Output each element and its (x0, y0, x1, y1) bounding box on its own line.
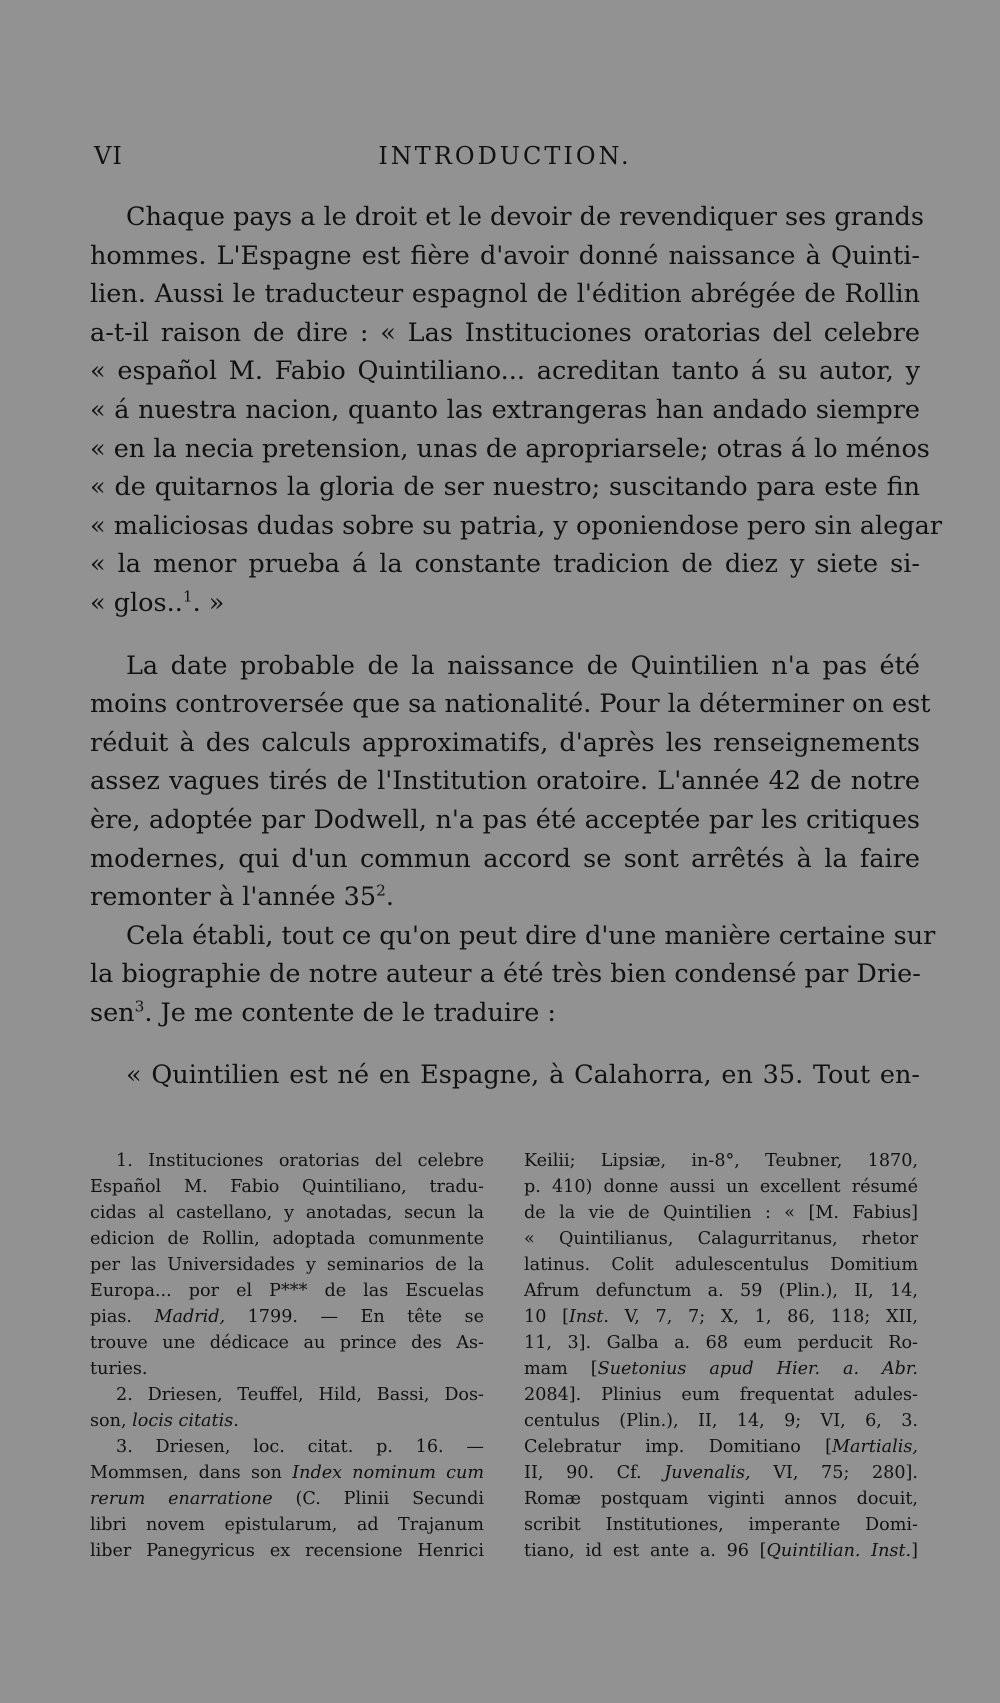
text-line: réduit à des calculs approximatifs, d'après les renseignements (90, 727, 920, 758)
text-fragment: « glos.. (90, 587, 183, 618)
footnote-line (524, 1434, 918, 1460)
footnote-line: centulus (Plin.), II, 14, 9; VI, 6, 3. (524, 1411, 918, 1431)
text-fragment: tiano, id est ante a. 96 [ (524, 1541, 767, 1561)
text-fragment: V, 7, 7; X, 1, 86, 118; XII, (624, 1307, 919, 1327)
footnote-line: 3. Driesen, loc. citat. p. 16. — (116, 1437, 484, 1457)
text-line: « español M. Fabio Quintiliano... acreditan tanto á su autor, y (90, 356, 920, 387)
text-line (90, 878, 920, 917)
footnote-line: p. 410) donne aussi un excellent résumé (524, 1177, 918, 1197)
footnote-line: Español M. Fabio Quintiliano, tradu- (90, 1177, 484, 1197)
paragraph-1 (90, 198, 943, 623)
footnote-line: « Quintilianus, Calagurritanus, rhetor (524, 1229, 918, 1249)
footnote-line (90, 1304, 484, 1330)
text-fragment: Celebratur imp. Domitiano [ (524, 1437, 833, 1457)
text-fragment: VI, 75; 280]. (773, 1463, 918, 1483)
footnote-line (90, 1460, 484, 1486)
text-fragment: ] (911, 1541, 918, 1561)
page-number: VI (94, 142, 123, 170)
footnote-line (524, 1460, 918, 1486)
text-line: « Quintilien est né en Espagne, à Calahorra, en 35. Tout en- (126, 1060, 920, 1091)
italic-fragment: Martialis, (832, 1437, 918, 1457)
book-page (90, 0, 943, 1703)
footnote-ref-1[interactable]: 1 (182, 587, 193, 606)
footnote-line: edicion de Rollin, adoptada comunmente (90, 1229, 484, 1249)
footnote-line: 2. Driesen, Teuffel, Hild, Bassi, Dos- (116, 1385, 484, 1405)
main-text (90, 198, 943, 1095)
footnote-line (524, 1304, 918, 1330)
text-line: assez vagues tirés de l'Institution oratoire. L'année 42 de notre (90, 766, 920, 797)
footnote-line: Afrum defunctum a. 59 (Plin.), II, 14, (524, 1281, 918, 1301)
footnote-line (90, 1486, 484, 1512)
text-fragment: . » (192, 587, 225, 618)
footnote-line: 2084]. Plinius eum frequentat adules- (524, 1385, 918, 1405)
footnote-line (524, 1538, 918, 1564)
footnote-line: libri novem epistularum, ad Trajanum (90, 1515, 484, 1535)
text-fragment: Mommsen, dans son (90, 1463, 282, 1483)
footnote-line: turies. (90, 1359, 148, 1379)
italic-fragment: locis citatis. (132, 1411, 239, 1431)
text-line: « en la necia pretension, unas de apropriarsele; otras á lo ménos (90, 433, 930, 464)
footnote-line: trouve une dédicace au prince des As- (90, 1333, 484, 1353)
text-line: lien. Aussi le traducteur espagnol de l'édition abrégée de Rollin (90, 279, 920, 310)
text-line: hommes. L'Espagne est fière d'avoir donné naissance à Quinti- (90, 240, 920, 271)
paragraph-2 (90, 647, 931, 917)
footnote-line: 11, 3]. Galba a. 68 eum perducit Ro- (524, 1333, 918, 1353)
footnotes-left-column (90, 1148, 484, 1564)
text-line (90, 584, 920, 623)
footnote-line: liber Panegyricus ex recensione Henrici (90, 1541, 484, 1561)
footnotes-right-column (524, 1148, 918, 1564)
paragraph-4 (90, 1056, 920, 1095)
italic-fragment: rerum enarratione (90, 1489, 273, 1509)
text-line: Cela établi, tout ce qu'on peut dire d'une manière certaine sur (126, 920, 936, 951)
text-line: « á nuestra nacion, quanto las extrangeras han andado siempre (90, 394, 920, 425)
paragraph-gap (90, 623, 920, 647)
text-line: moins controversée que sa nationalité. Pour la déterminer on est (90, 689, 931, 720)
italic-fragment: Suetonius apud Hier. a. Abr. (597, 1359, 919, 1379)
running-title: INTRODUCTION. (378, 142, 632, 170)
footnote-line: 1. Instituciones oratorias del celebre (116, 1151, 484, 1171)
footnote-line: Romæ postquam viginti annos docuit, (524, 1489, 918, 1509)
footnote-ref-3[interactable]: 3 (134, 997, 145, 1016)
footnote-line: scribit Institutiones, imperante Domi- (524, 1515, 918, 1535)
footnote-line: per las Universidades y seminarios de la (90, 1255, 484, 1275)
italic-fragment: Juvenalis, (664, 1463, 751, 1483)
text-fragment: . Je me contente de le traduire : (144, 997, 557, 1028)
italic-fragment: Index nominum cum (292, 1463, 485, 1483)
footnote-line: cidas al castellano, y anotadas, secun la (90, 1203, 484, 1223)
paragraph-3 (90, 917, 936, 1033)
italic-fragment: Madrid, (154, 1307, 226, 1327)
footnote-line: de la vie de Quintilien : « [M. Fabius] (524, 1203, 918, 1223)
footnote-ref-2[interactable]: 2 (376, 881, 386, 900)
text-line: ère, adoptée par Dodwell, n'a pas été acceptée par les critiques (90, 804, 920, 835)
text-line: « de quitarnos la gloria de ser nuestro; suscitando para este fin (90, 472, 920, 503)
italic-fragment: Quintilian. Inst. (766, 1541, 912, 1561)
text-fragment: 10 [ (524, 1307, 569, 1327)
text-line: la biographie de notre auteur a été très bien condensé par Drie- (90, 959, 921, 990)
text-fragment: pias. (90, 1307, 132, 1327)
text-line: « la menor prueba á la constante tradicion de diez y siete si- (90, 549, 920, 580)
italic-fragment: Inst. (568, 1307, 609, 1327)
text-line: La date probable de la naissance de Quintilien n'a pas été (126, 650, 920, 681)
text-fragment: 1799. — En tête se (247, 1307, 484, 1327)
footnote-line: latinus. Colit adulescentulus Domitium (524, 1255, 918, 1275)
text-line (90, 994, 920, 1033)
text-fragment: (C. Plinii Secundi (295, 1489, 484, 1509)
footnote-line (90, 1408, 484, 1434)
text-line: « maliciosas dudas sobre su patria, y oponiendose pero sin alegar (90, 510, 943, 541)
footnote-line (524, 1356, 918, 1382)
paragraph-gap (90, 1032, 920, 1056)
text-fragment: mam [ (524, 1359, 598, 1379)
text-line: modernes, qui d'un commun accord se sont arrêtés à la faire (90, 843, 920, 874)
text-fragment: II, 90. Cf. (524, 1463, 642, 1483)
text-line: Chaque pays a le droit et le devoir de revendiquer ses grands (126, 202, 924, 232)
text-fragment: sen (90, 997, 135, 1028)
text-fragment: son, (90, 1411, 127, 1431)
footnote-line: Keilii; Lipsiæ, in-8°, Teubner, 1870, (524, 1151, 918, 1171)
text-line: a-t-il raison de dire : « Las Instituciones oratorias del celebre (90, 317, 920, 348)
text-fragment: . (385, 882, 394, 913)
page-header (90, 142, 920, 176)
text-fragment: remonter à l'année 35 (90, 882, 377, 913)
footnote-line: Europa... por el P*** de las Escuelas (90, 1281, 484, 1301)
